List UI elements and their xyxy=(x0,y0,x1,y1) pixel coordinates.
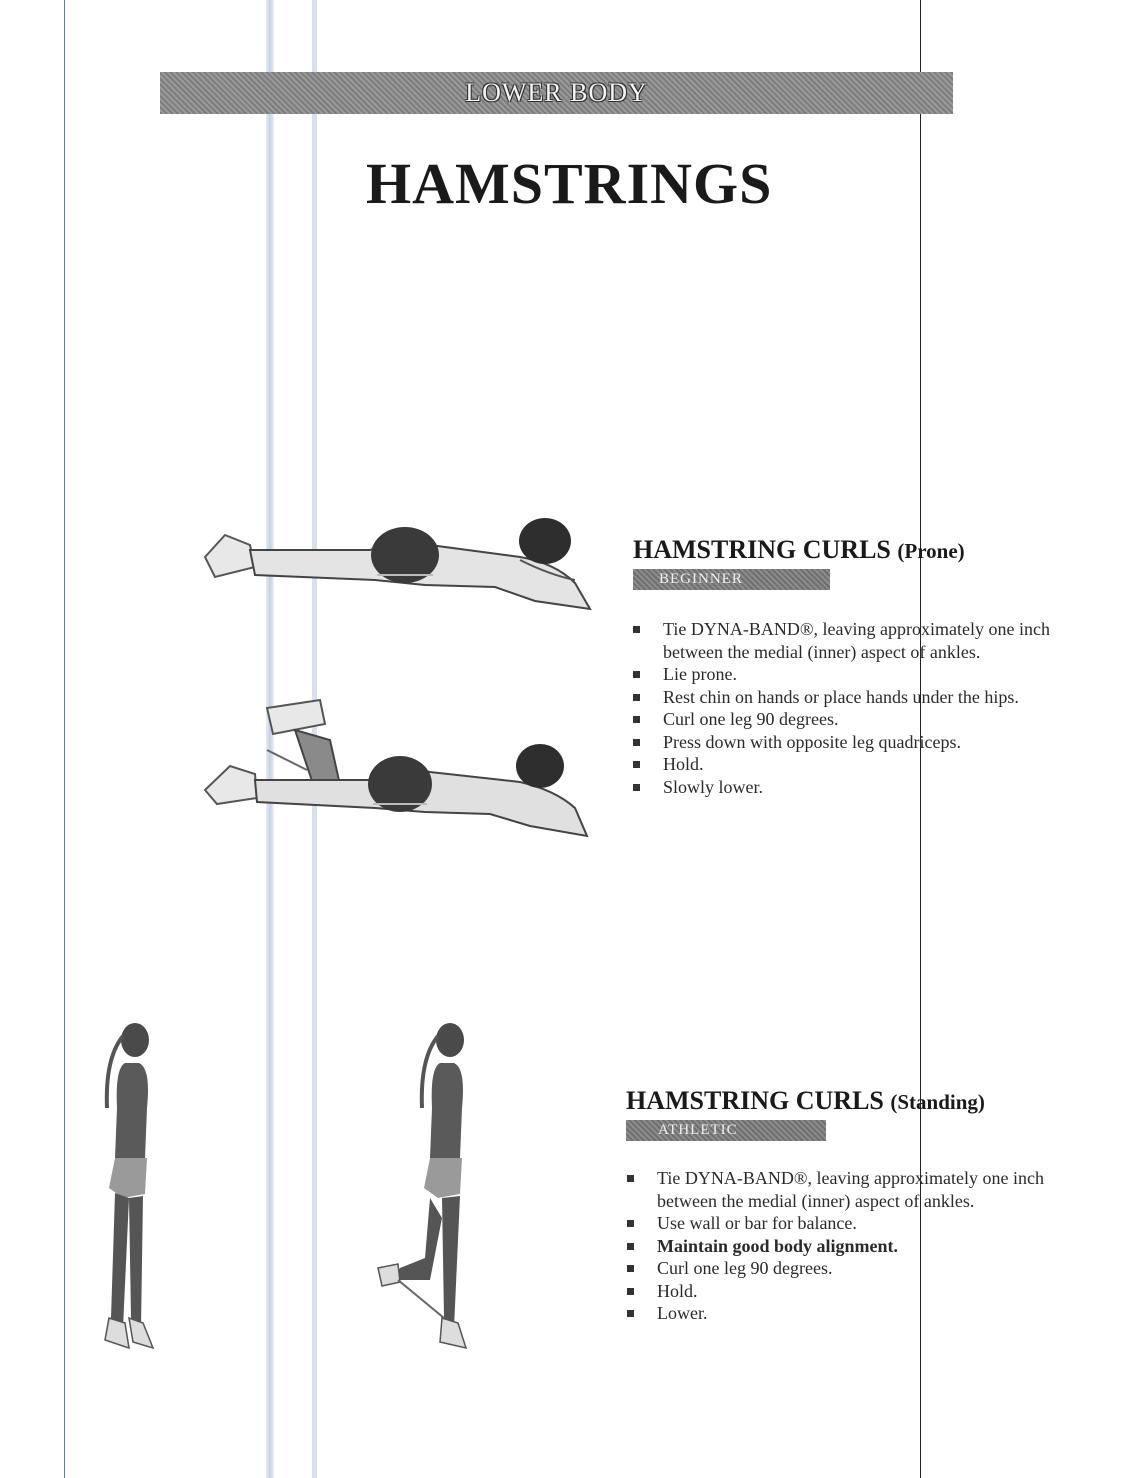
list-item: Lower. xyxy=(627,1302,1044,1325)
exercise-1-steps xyxy=(633,618,1050,798)
bullet-icon xyxy=(633,671,640,678)
exercise-2-level-badge: ATHLETIC xyxy=(626,1120,826,1141)
exercise-2-variant: (Standing) xyxy=(890,1090,985,1114)
bullet-icon xyxy=(627,1175,634,1182)
list-item: between the medial (inner) aspect of ankles. xyxy=(663,641,981,662)
list-item: Curl one leg 90 degrees. xyxy=(633,708,1050,731)
exercise-2-steps xyxy=(627,1167,1044,1325)
list-item: Tie DYNA-BAND®, leaving approximately one inch xyxy=(627,1167,1044,1190)
bullet-icon xyxy=(627,1220,634,1227)
prone-curl-end-figure xyxy=(195,690,600,840)
list-item: Hold. xyxy=(627,1280,1044,1303)
exercise-1-level-badge: BEGINNER xyxy=(633,569,830,590)
section-banner-label: LOWER BODY xyxy=(465,78,648,107)
list-item: Lie prone. xyxy=(633,663,1050,686)
prone-curl-start-figure xyxy=(195,505,605,617)
list-item: Press down with opposite leg quadriceps. xyxy=(633,731,1050,754)
bullet-icon xyxy=(633,716,640,723)
list-item: between the medial (inner) aspect of ankles. xyxy=(657,1190,975,1211)
left-margin-line xyxy=(64,0,65,1478)
exercise-1-name: HAMSTRING CURLS xyxy=(633,535,891,564)
exercise-2-name: HAMSTRING CURLS xyxy=(626,1086,884,1115)
bullet-icon xyxy=(633,739,640,746)
bullet-icon xyxy=(633,784,640,791)
list-item: Tie DYNA-BAND®, leaving approximately one inch xyxy=(633,618,1050,641)
bullet-icon xyxy=(627,1310,634,1317)
standing-curl-end-figure xyxy=(370,1018,490,1358)
list-item: Maintain good body alignment. xyxy=(627,1235,1044,1258)
bullet-icon xyxy=(627,1265,634,1272)
list-item: Slowly lower. xyxy=(633,776,1050,799)
bullet-icon xyxy=(627,1288,634,1295)
page-title: HAMSTRINGS xyxy=(366,151,773,216)
list-item: Curl one leg 90 degrees. xyxy=(627,1257,1044,1280)
section-banner xyxy=(160,72,953,114)
bullet-icon xyxy=(627,1243,634,1250)
list-item: Use wall or bar for balance. xyxy=(627,1212,1044,1235)
list-item: Rest chin on hands or place hands under the hips. xyxy=(633,686,1050,709)
bullet-icon xyxy=(633,694,640,701)
bullet-icon xyxy=(633,626,640,633)
standing-curl-start-figure xyxy=(95,1018,175,1358)
bullet-icon xyxy=(633,761,640,768)
exercise-1-title xyxy=(633,535,965,565)
list-item: Hold. xyxy=(633,753,1050,776)
exercise-1-variant: (Prone) xyxy=(897,539,965,563)
exercise-2-title xyxy=(626,1086,985,1116)
